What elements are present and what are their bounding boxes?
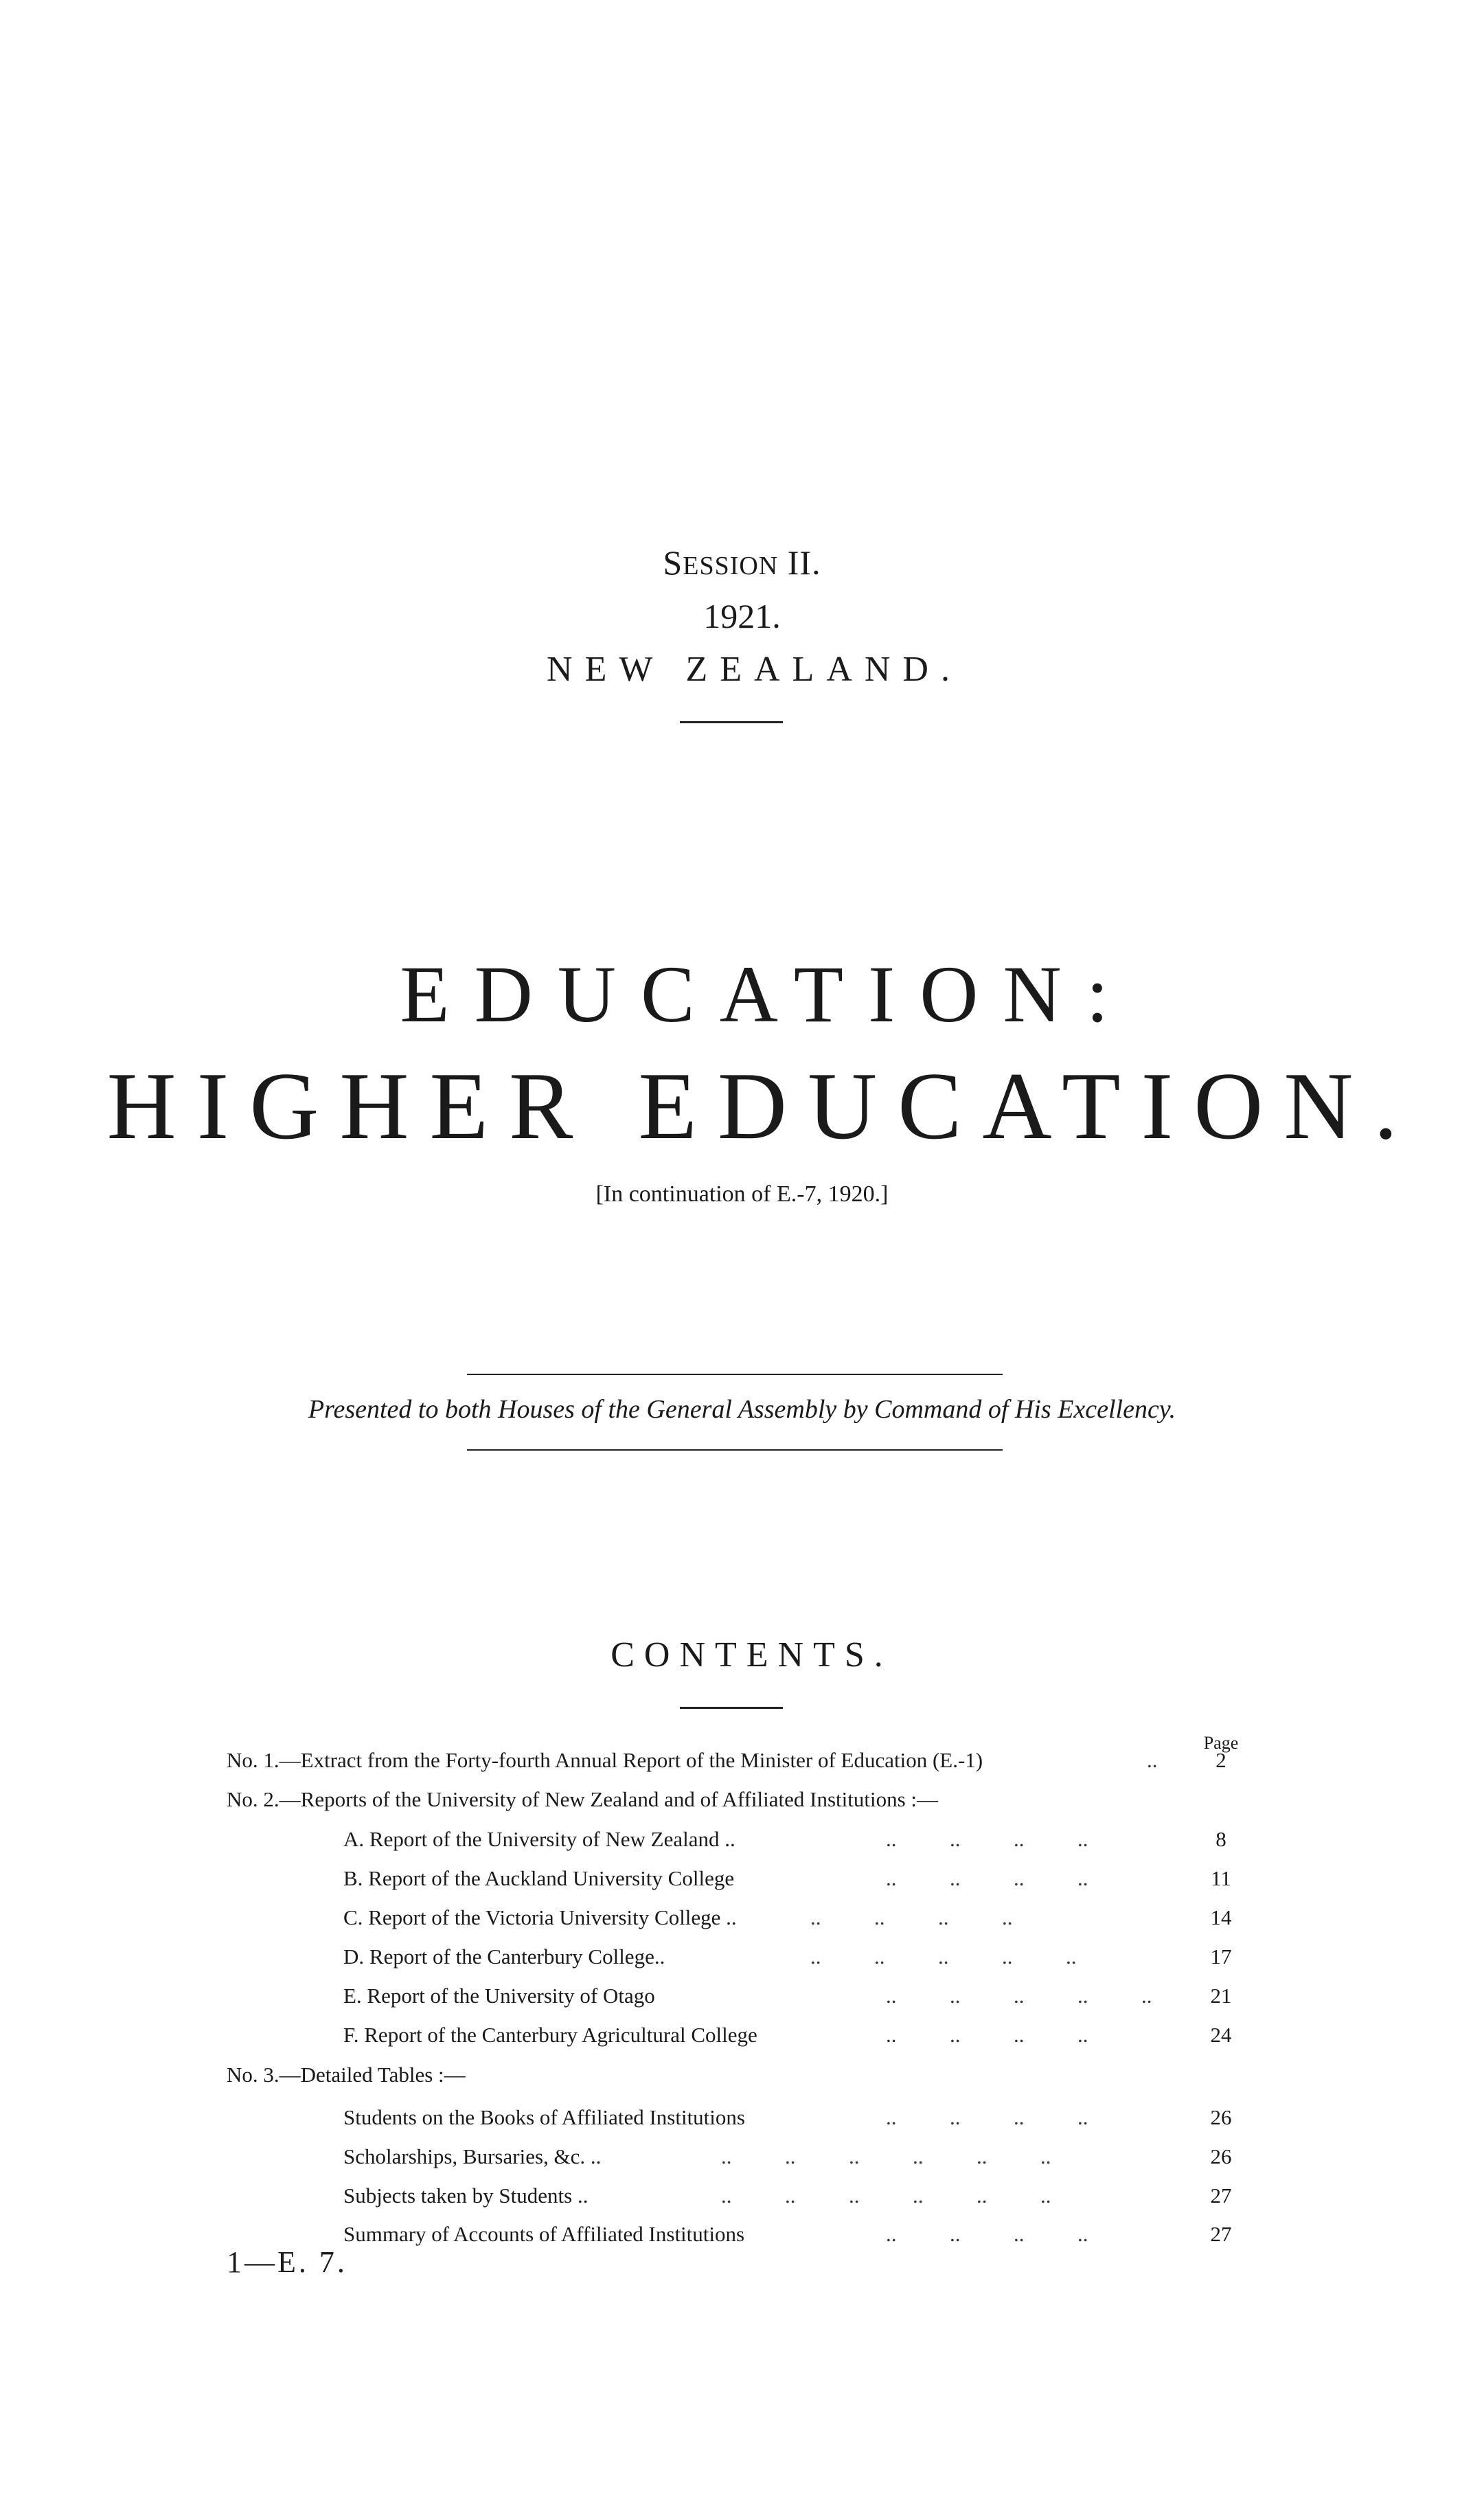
toc-entry-page: 2	[1215, 1748, 1226, 1772]
session-number: II.	[778, 543, 821, 582]
toc-entry-leader: .. .. .. ..	[886, 1827, 1088, 1851]
toc-entry	[0, 1827, 1484, 1854]
session-line	[0, 543, 1484, 582]
toc-entry-page: 26	[1210, 2144, 1232, 2168]
session-word: ESSION	[683, 552, 779, 580]
toc-entry-page: 21	[1210, 1984, 1232, 2008]
continuation-note: [In continuation of E.-7, 1920.]	[595, 1181, 889, 1207]
toc-entry-page: 8	[1215, 1827, 1226, 1851]
country-name: NEW ZEALAND.	[547, 650, 962, 689]
toc-entry-page: 27	[1210, 2183, 1232, 2208]
toc-entry-leader: .. .. .. ..	[886, 2105, 1088, 2129]
toc-entry-leader: .. .. .. ..	[810, 1905, 1013, 1929]
toc-entry-page: 26	[1210, 2105, 1232, 2129]
toc-entry	[0, 2222, 1484, 2249]
toc-entry-title: F. Report of the Canterbury Agricultural College	[343, 2023, 757, 2047]
header-divider	[680, 721, 783, 723]
toc-entry-title: No. 1.—Extract from the Forty-fourth Annual Report of the Minister of Education (E.-1)	[227, 1748, 983, 1772]
toc-entry-title: B. Report of the Auckland University College	[343, 1866, 735, 1890]
presented-statement: Presented to both Houses of the General Assembly by Command of His Excellency.	[308, 1395, 1176, 1424]
title-line-2: HIGHER EDUCATION.	[106, 1053, 1419, 1159]
toc-entry	[0, 1984, 1484, 2011]
toc-entry-title: No. 2.—Reports of the University of New Zealand and of Affiliated Institutions :—	[227, 1787, 939, 1811]
toc-entry-title: Students on the Books of Affiliated Institutions	[343, 2105, 745, 2129]
printer-signature: 1—E. 7.	[227, 2245, 347, 2279]
presented-rule-top	[467, 1374, 1003, 1375]
contents-heading: CONTENTS.	[610, 1635, 893, 1675]
toc-entry-page: 17	[1210, 1944, 1232, 1969]
presented-rule-bottom	[467, 1449, 1003, 1451]
toc-entry-page: 27	[1210, 2222, 1232, 2246]
toc-entry-title: Scholarships, Bursaries, &c. ..	[343, 2144, 602, 2168]
toc-entry	[0, 2183, 1484, 2211]
toc-entry	[0, 1905, 1484, 1933]
toc-entry-page: 11	[1211, 1866, 1231, 1890]
toc-entry	[0, 2063, 1484, 2090]
toc-entry-title: E. Report of the University of Otago	[343, 1984, 655, 2008]
session-initial: S	[663, 543, 683, 582]
toc-entry	[0, 2023, 1484, 2050]
toc-entry-leader: .. .. .. ..	[886, 2023, 1088, 2047]
toc-entry	[0, 2105, 1484, 2133]
toc-entry-page: 24	[1210, 2023, 1232, 2047]
toc-entry	[0, 1866, 1484, 1894]
toc-entry	[0, 1748, 1484, 1776]
toc-entry-leader: ..	[1147, 1748, 1158, 1772]
title-line-1: EDUCATION:	[400, 949, 1134, 1039]
session-year: 1921.	[703, 597, 781, 635]
toc-entry-leader: .. .. .. .. .. ..	[721, 2183, 1051, 2208]
toc-entry	[0, 1787, 1484, 1815]
toc-entry-title: A. Report of the University of New Zealand ..	[343, 1827, 735, 1851]
toc-entry-title: Subjects taken by Students ..	[343, 2183, 589, 2208]
toc-entry-title: D. Report of the Canterbury College..	[343, 1944, 665, 1969]
toc-entry-leader: .. .. .. ..	[886, 1866, 1088, 1890]
toc-entry	[0, 2144, 1484, 2172]
toc-entry-leader: .. .. .. .. ..	[886, 1984, 1152, 2008]
toc-entry-leader: .. .. .. ..	[886, 2222, 1088, 2246]
toc-entry-leader: .. .. .. .. ..	[810, 1944, 1077, 1969]
toc-entry	[0, 1944, 1484, 1972]
toc-entry-title: No. 3.—Detailed Tables :—	[227, 2063, 466, 2087]
contents-divider	[680, 1707, 783, 1709]
toc-entry-page: 14	[1210, 1905, 1232, 1929]
toc-entry-leader: .. .. .. .. .. ..	[721, 2144, 1051, 2168]
toc-entry-title: C. Report of the Victoria University College ..	[343, 1905, 737, 1929]
toc-entry-title: Summary of Accounts of Affiliated Institutions	[343, 2222, 745, 2246]
page-column-label: Page	[1203, 1733, 1239, 1753]
